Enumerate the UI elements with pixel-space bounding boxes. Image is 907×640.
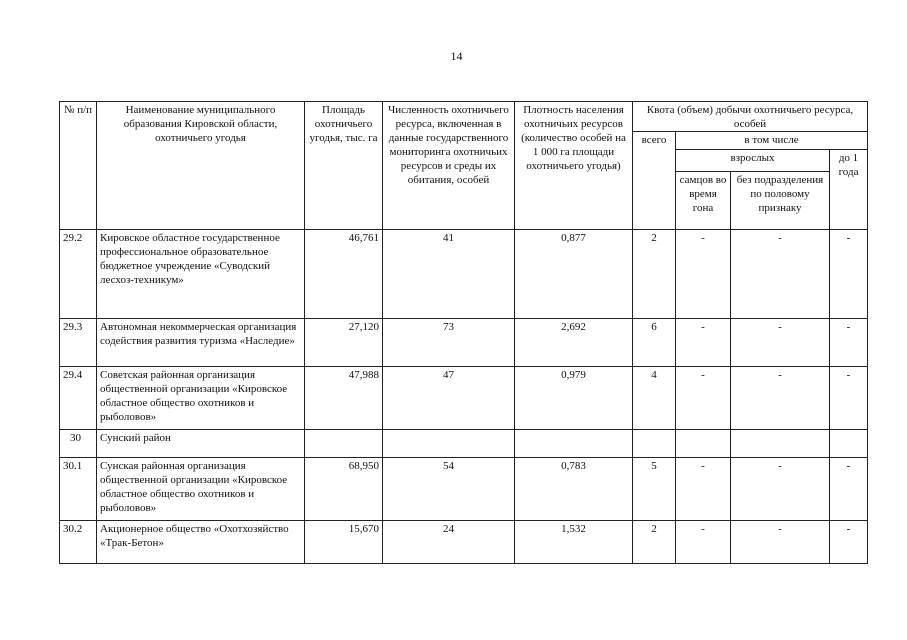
header-num: № п/п bbox=[60, 102, 97, 230]
row-count: 24 bbox=[383, 521, 515, 564]
row-under1: - bbox=[830, 521, 868, 564]
row-num: 30.2 bbox=[60, 521, 97, 564]
hunting-quota-table bbox=[59, 101, 868, 564]
row-count: 73 bbox=[383, 319, 515, 367]
row-density: 1,532 bbox=[515, 521, 633, 564]
row-males: - bbox=[676, 367, 731, 430]
row-name: Советская районная организация общественной организации «Кировское областное общество охотников и рыболовов» bbox=[97, 367, 305, 430]
row-name: Акционерное общество «Охотхозяйство «Трак-Бетон» bbox=[97, 521, 305, 564]
row-num: 30 bbox=[60, 430, 97, 458]
header-quota: Квота (объем) добычи охотничьего ресурса, особей bbox=[633, 102, 868, 132]
row-nosex: - bbox=[731, 458, 830, 521]
row-under1: - bbox=[830, 458, 868, 521]
row-area: 27,120 bbox=[305, 319, 383, 367]
table-row bbox=[60, 230, 868, 319]
row-count: 41 bbox=[383, 230, 515, 319]
row-num: 29.2 bbox=[60, 230, 97, 319]
row-count bbox=[383, 430, 515, 458]
row-name: Автономная некоммерческая организация содействия развития туризма «Наследие» bbox=[97, 319, 305, 367]
header-name: Наименование муниципального образования Кировской области, охотничьего угодья bbox=[97, 102, 305, 230]
header-including: в том числе bbox=[676, 132, 868, 150]
row-males: - bbox=[676, 458, 731, 521]
header-density: Плотность населения охотничьих ресурсов (количество особей на 1 000 га площади охотничьего угодья) bbox=[515, 102, 633, 230]
row-area: 68,950 bbox=[305, 458, 383, 521]
header-males: самцов во время гона bbox=[676, 172, 731, 230]
row-total: 4 bbox=[633, 367, 676, 430]
row-name: Кировское областное государственное профессиональное образовательное бюджетное учреждение «Суводский лесхоз-техникум» bbox=[97, 230, 305, 319]
row-area: 46,761 bbox=[305, 230, 383, 319]
row-under1: - bbox=[830, 230, 868, 319]
row-males bbox=[676, 430, 731, 458]
row-num: 29.3 bbox=[60, 319, 97, 367]
row-count: 47 bbox=[383, 367, 515, 430]
row-density: 0,979 bbox=[515, 367, 633, 430]
header-area: Площадь охотничьего угодья, тыс. га bbox=[305, 102, 383, 230]
row-males: - bbox=[676, 230, 731, 319]
row-density bbox=[515, 430, 633, 458]
row-num: 30.1 bbox=[60, 458, 97, 521]
row-area: 47,988 bbox=[305, 367, 383, 430]
header-adults: взрослых bbox=[676, 150, 830, 172]
row-density: 2,692 bbox=[515, 319, 633, 367]
row-total bbox=[633, 430, 676, 458]
row-total: 2 bbox=[633, 521, 676, 564]
row-total: 6 bbox=[633, 319, 676, 367]
row-count: 54 bbox=[383, 458, 515, 521]
table-row-district bbox=[60, 430, 868, 458]
row-num: 29.4 bbox=[60, 367, 97, 430]
header-nosex: без подразделения по половому признаку bbox=[731, 172, 830, 230]
table-row bbox=[60, 521, 868, 564]
row-name: Сунский район bbox=[97, 430, 305, 458]
header-under1: до 1 года bbox=[830, 150, 868, 230]
row-under1 bbox=[830, 430, 868, 458]
row-nosex bbox=[731, 430, 830, 458]
table-row bbox=[60, 367, 868, 430]
row-under1: - bbox=[830, 367, 868, 430]
page-number: 14 bbox=[450, 49, 463, 63]
row-nosex: - bbox=[731, 319, 830, 367]
row-under1: - bbox=[830, 319, 868, 367]
row-nosex: - bbox=[731, 521, 830, 564]
row-total: 2 bbox=[633, 230, 676, 319]
row-area: 15,670 bbox=[305, 521, 383, 564]
row-nosex: - bbox=[731, 367, 830, 430]
row-males: - bbox=[676, 319, 731, 367]
header-count: Численность охотничьего ресурса, включенная в данные государственного мониторинга охотничьих ресурсов и среды их обитания, особей bbox=[383, 102, 515, 230]
row-density: 0,877 bbox=[515, 230, 633, 319]
row-density: 0,783 bbox=[515, 458, 633, 521]
table-row bbox=[60, 458, 868, 521]
row-total: 5 bbox=[633, 458, 676, 521]
row-males: - bbox=[676, 521, 731, 564]
row-area bbox=[305, 430, 383, 458]
row-name: Сунская районная организация общественной организации «Кировское областное общество охотников и рыболовов» bbox=[97, 458, 305, 521]
header-total: всего bbox=[633, 132, 676, 230]
row-nosex: - bbox=[731, 230, 830, 319]
table-row bbox=[60, 319, 868, 367]
